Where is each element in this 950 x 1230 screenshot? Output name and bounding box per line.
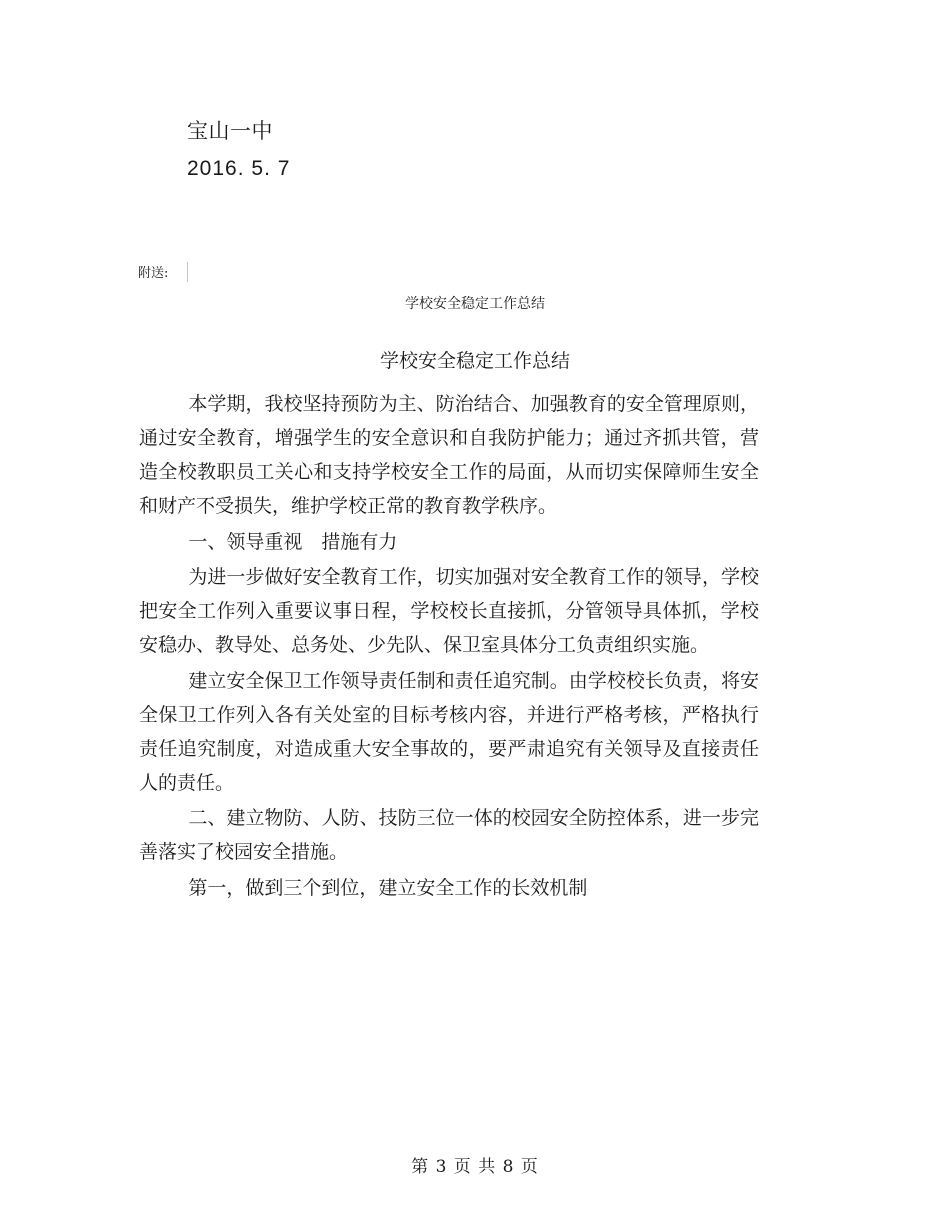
paragraph-leadership: 为进一步做好安全教育工作，切实加强对安全教育工作的领导，学校把安全工作列入重要议事日程，学校校长直接抓，分管领导具体抓，学校安稳办、教导处、总务处、少先队、保卫室具体分工负责组织实施。 bbox=[139, 566, 759, 656]
page-footer: 第 3 页 共 8 页 bbox=[411, 1157, 539, 1177]
paragraph-responsibility: 建立安全保卫工作领导责任制和责任追究制。由学校校长负责，将安全保卫工作列入各有关处室的目标考核内容，并进行严格考核，严格执行责任追究制度，对造成重大安全事故的，要严肃追究有关领导及直接责任人的责任。 bbox=[139, 669, 759, 794]
paragraph-intro: 本学期，我校坚持预防为主、防治结合、加强教育的安全管理原则，通过安全教育，增强学生的安全意识和自我防护能力；通过齐抓共管，营造全校教职员工关心和支持学校安全工作的局面，从而切实保障师生安全和财产不受损失，维护学校正常的教育教学秩序。 bbox=[139, 393, 759, 517]
signature-school: 宝山一中 bbox=[187, 119, 273, 143]
section-heading-2: 二、建立物防、人防、技防三位一体的校园安全防控体系，进一步完善落实了校园安全措施。 bbox=[139, 807, 759, 863]
section-heading-1: 一、领导重视 措施有力 bbox=[188, 530, 398, 553]
signature-date: 2016. 5. 7 bbox=[187, 157, 291, 180]
document-title: 学校安全稳定工作总结 bbox=[379, 350, 570, 372]
cc-divider bbox=[187, 262, 188, 282]
subsection-heading-1: 第一，做到三个到位，建立安全工作的长效机制 bbox=[188, 876, 588, 899]
cc-label: 附送: bbox=[138, 266, 169, 281]
document-body bbox=[139, 387, 759, 906]
running-header-title: 学校安全稳定工作总结 bbox=[405, 296, 545, 312]
